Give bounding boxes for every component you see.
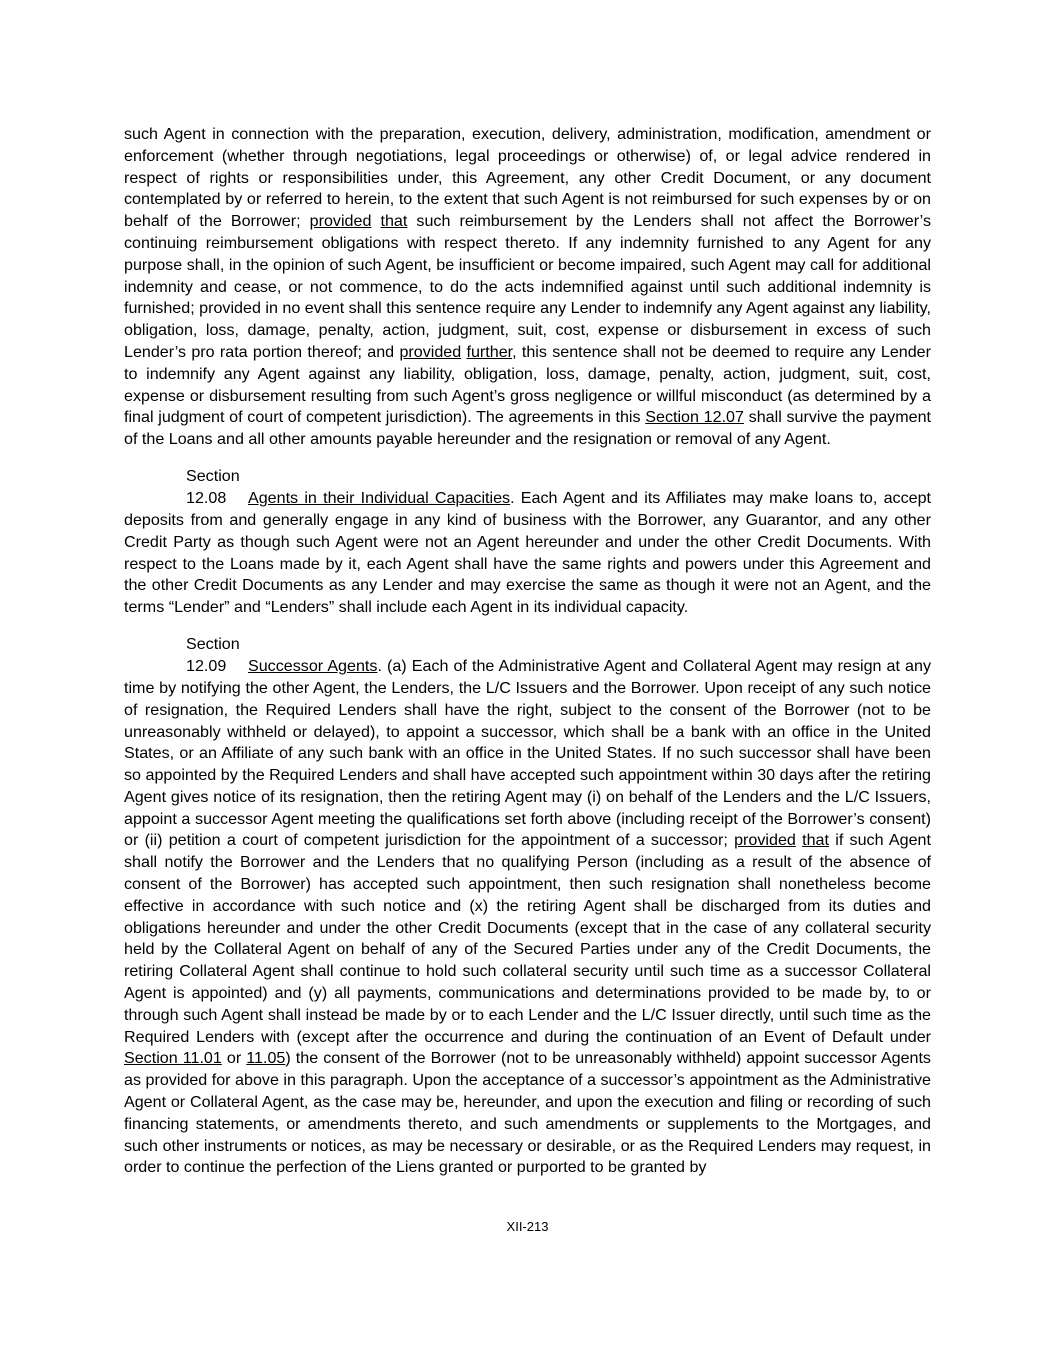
underlined-term: provided — [399, 342, 462, 361]
underlined-term: that — [802, 831, 829, 850]
text-run: ) the consent of the Borrower (not to be unreasonably withheld) appoint successor Agents as provided for above in this paragraph. Upon the acceptance of a successor’s appointment as the Administrative Agent or Collateral Agent, as the case may be, hereunder, and upon the execution and filing or recording of such financing statements, or amendments thereto, and such amendments or supplements to the Mortgages, and such other instruments or notices, as may be necessary or desirable, or as the Required Lenders may request, in order to continue the perfection of the Liens granted or purported to be granted by — [124, 1049, 931, 1177]
section-12-09-paragraph — [124, 634, 931, 1179]
text-run: , this sentence shall not be deemed to require any Lender to indemnify any Agent against any liability, obligation, loss, damage, penalty, action, judgment, suit, cost, expense or disbursement resulting from such Agent’s gross negligence or willful misconduct (as determined by a final judgment of court of competent jurisdiction). The agreements in this — [124, 342, 931, 427]
document-page — [124, 124, 931, 1179]
underlined-term: provided — [734, 831, 796, 850]
underlined-term: provided — [309, 212, 372, 231]
section-12-08-paragraph — [124, 466, 931, 619]
text-run: such reimbursement by the Lenders shall not affect the Borrower’s continuing reimbursement obligations with respect thereto. If any indemnity furnished to any Agent for any purpose shall, in the opinion of such Agent, be insufficient or become impaired, such Agent may call for additional indemnity and cease, or not commence, to do the acts indemnified against until such additional indemnity is furnished; provided in no event shall this sentence require any Lender to indemnify any Agent against any liability, obligation, loss, damage, penalty, action, judgment, suit, cost, expense or disbursement in excess of such Lender’s pro rata portion thereof; and — [124, 212, 931, 361]
paragraph-indemnity-continuation — [124, 124, 931, 451]
underlined-term: further — [466, 342, 513, 361]
section-number: Section 12.09 — [186, 635, 240, 676]
section-number: Section 12.08 — [186, 467, 240, 508]
underlined-term: that — [380, 212, 408, 231]
text-run: if such Agent shall notify the Borrower and the Lenders that no qualifying Person (including as a result of the absence of consent of the Borrower) has accepted such appointment, then such resignation shall nonetheless become effective in accordance with such notice and (x) the retiring Agent shall be discharged from its duties and obligations hereunder and under the other Credit Documents (except that in the case of any collateral security held by the Collateral Agent on behalf of any of the Secured Parties under any of the Credit Documents, the retiring Collateral Agent shall continue to hold such collateral security until such time as a successor Collateral Agent is appointed) and (y) all payments, communications and determinations provided to be made by, to or through such Agent shall instead be made by or to each Lender and the L/C Issuer directly, until such time as the Required Lenders with (except after the occurrence and during the continuation of an Event of Default under — [124, 831, 931, 1046]
page-number: XII-213 — [506, 1219, 549, 1234]
text-run: or — [221, 1049, 247, 1068]
text-run: . Each Agent and its Affiliates may make loans to, accept deposits from and generally engage in any kind of business with the Borrower, any Guarantor, and any other Credit Party as though such Agent were not an Agent hereunder and under the other Credit Documents. With respect to the Loans made by it, each Agent shall have the same rights and powers under this Agreement and the other Credit Documents as any Lender and may exercise the same as though it were not an Agent, and the terms “Lender” and “Lenders” shall include each Agent in its individual capacity. — [124, 489, 932, 617]
section-reference: 11.05 — [246, 1049, 286, 1068]
text-run: such Agent in connection with the preparation, execution, delivery, administration, modification, amendment or enforcement (whether through negotiations, legal proceedings or otherwise) of, or legal advice rendered in respect of rights or responsibilities under, this Agreement, any other Credit Document, or any document contemplated by or referred to herein, to the extent that such Agent is not reimbursed for such expenses by or on behalf of the Borrower; — [124, 125, 931, 231]
section-reference: Section 11.01 — [124, 1049, 222, 1068]
text-run: . (a) Each of the Administrative Agent and Collateral Agent may resign at any time by notifying the other Agent, the Lenders, the L/C Issuers and the Borrower. Upon receipt of any such notice of resignation, the Required Lenders shall have the right, subject to the consent of the Borrower (not to be unreasonably withheld or delayed), to appoint a successor, which shall be a bank with an office in the United States, or an Affiliate of any such bank with an office in the United States. If no such successor shall have been so appointed by the Required Lenders and shall have accepted such appointment within 30 days after the retiring Agent gives notice of its resignation, then the retiring Agent may (i) on behalf of the Lenders and the L/C Issuers, appoint a successor Agent meeting the qualifications set forth above (including receipt of the Borrower’s consent) or (ii) petition a court of competent jurisdiction for the appointment of a successor; — [124, 657, 932, 850]
section-heading: Successor Agents — [248, 657, 378, 676]
text-run: shall survive the payment of the Loans and all other amounts payable hereunder and the resignation or removal of any Agent. — [124, 408, 932, 449]
section-heading: Agents in their Individual Capacities — [248, 489, 511, 508]
section-reference: Section 12.07 — [645, 408, 744, 427]
